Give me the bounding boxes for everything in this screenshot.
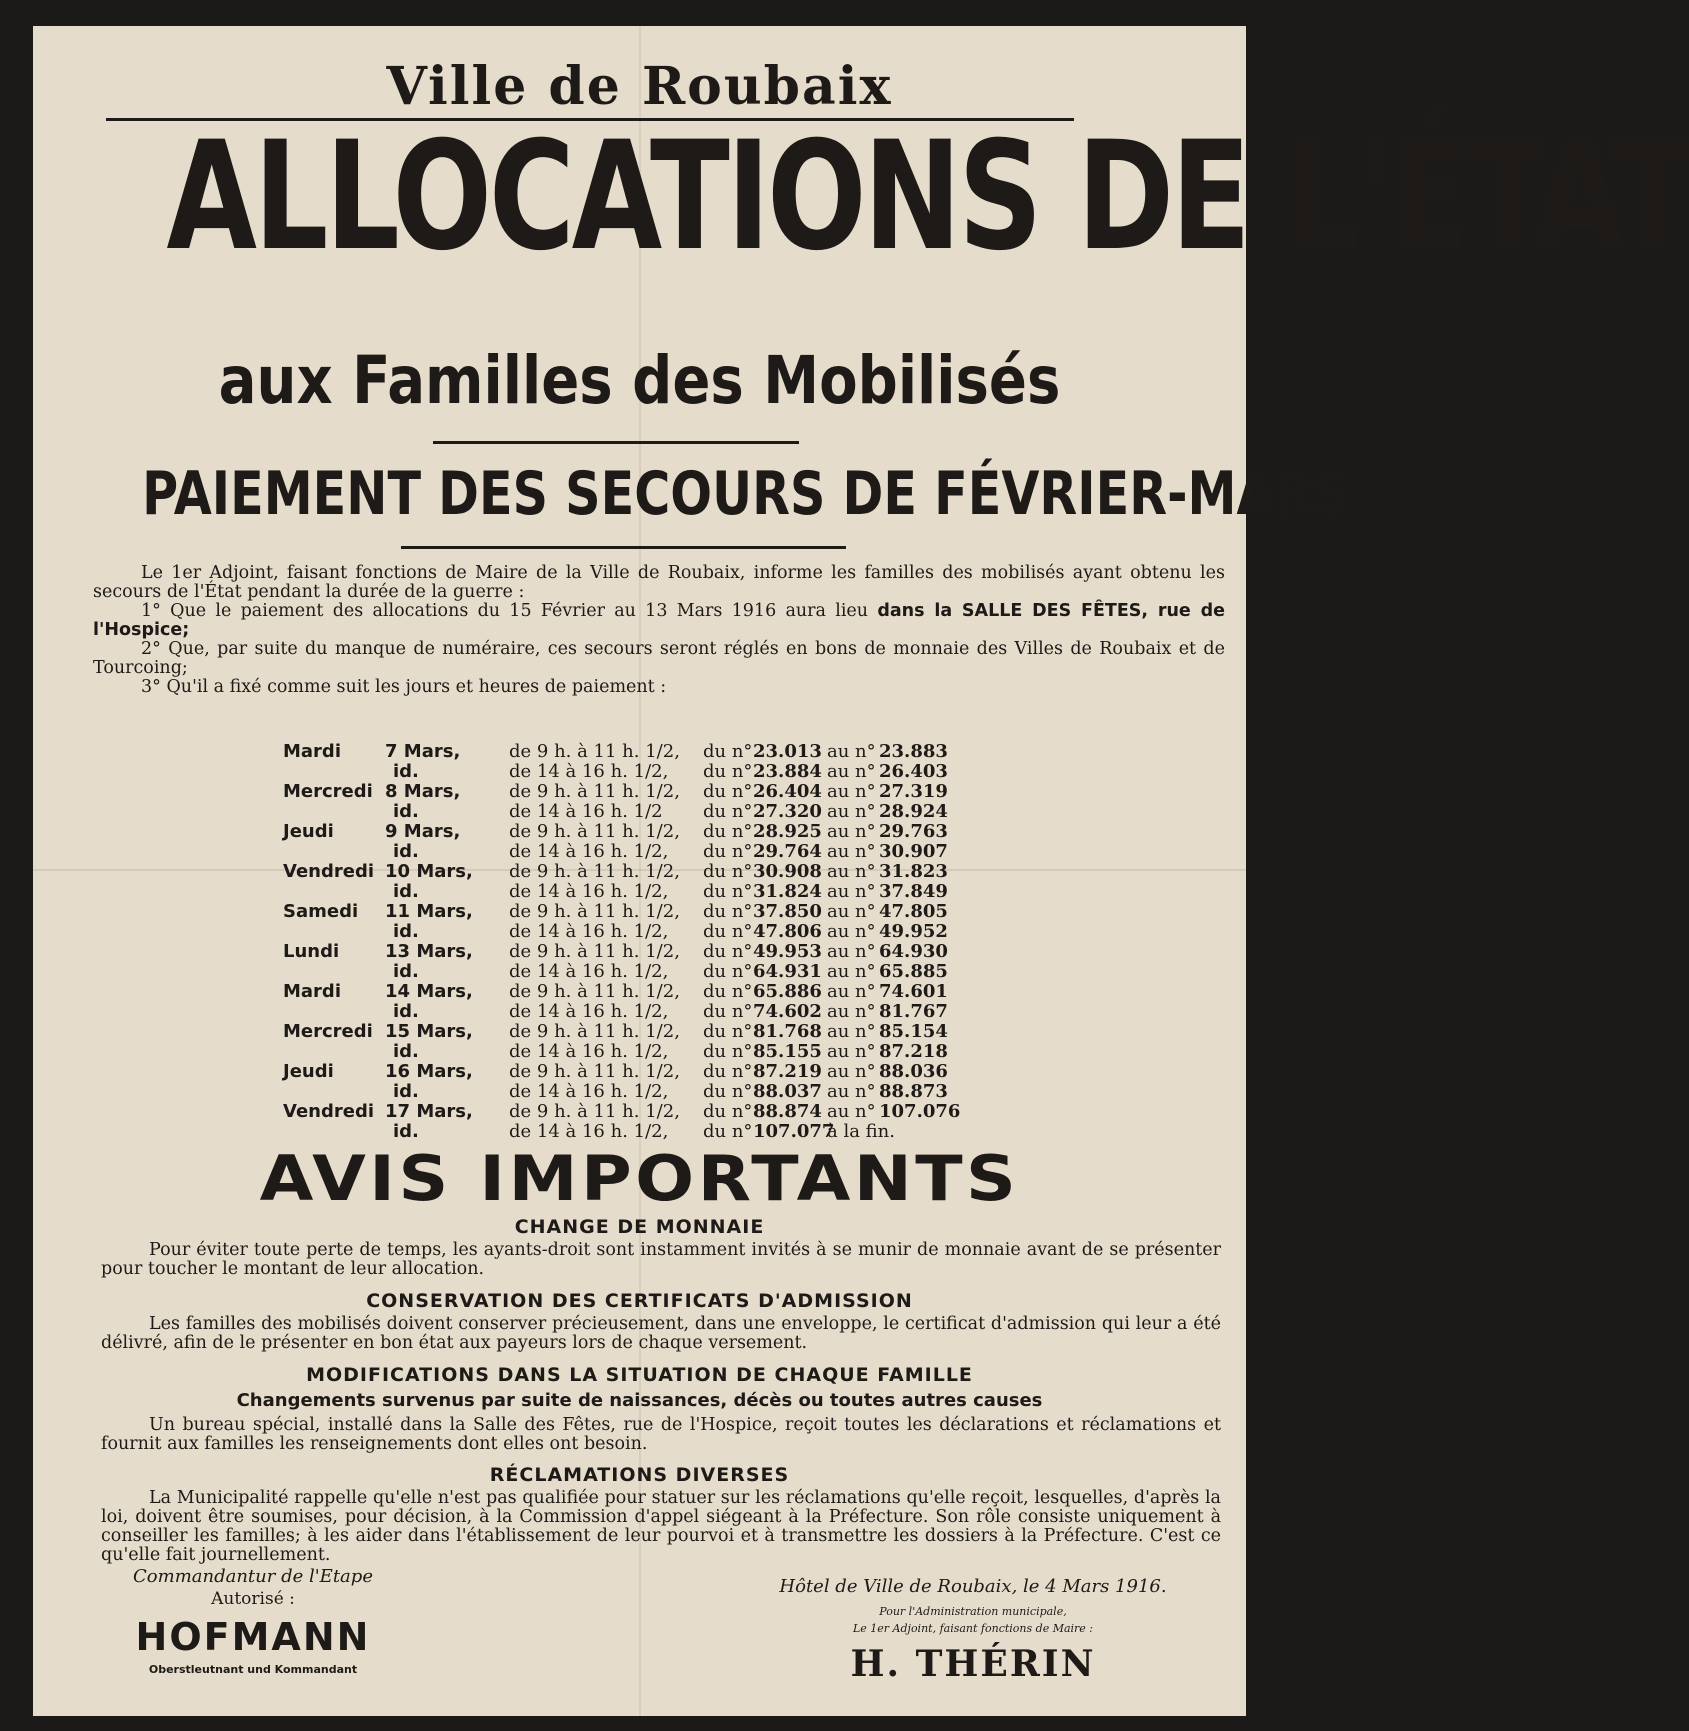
schedule-hours: de 9 h. à 11 h. 1/2,: [509, 1021, 680, 1042]
authorized-label: Autorisé :: [211, 1589, 295, 1609]
rule-divider: [433, 441, 799, 444]
schedule-to-label: au n°: [827, 1041, 876, 1062]
schedule-hours: de 9 h. à 11 h. 1/2,: [509, 861, 680, 882]
commander-name: HOFMANN: [135, 1615, 371, 1659]
payment-heading: PAIEMENT DES SECOURS DE FÉVRIER-MARS: [142, 459, 1348, 529]
schedule-date: 10 Mars,: [385, 861, 473, 882]
schedule-hours: de 14 à 16 h. 1/2,: [509, 961, 669, 982]
schedule-to-number: 87.218: [879, 1041, 948, 1062]
schedule-from-number: 88.874: [753, 1101, 822, 1122]
schedule-from-number: 49.953: [753, 941, 822, 962]
schedule-to-label: au n°: [827, 741, 876, 762]
schedule-from-number: 23.013: [753, 741, 822, 762]
schedule-day: Lundi: [283, 941, 340, 962]
schedule-from-label: du n°: [703, 881, 753, 902]
schedule-day: Vendredi: [283, 861, 374, 882]
schedule-day: Mardi: [283, 741, 341, 762]
schedule-hours: de 9 h. à 11 h. 1/2,: [509, 1101, 680, 1122]
schedule-date: 8 Mars,: [385, 781, 461, 802]
schedule-hours: de 14 à 16 h. 1/2,: [509, 1001, 669, 1022]
section-subtitle-modifications: Changements survenus par suite de naissances, décès ou toutes autres causes: [236, 1390, 1043, 1411]
schedule-to-number: 81.767: [879, 1001, 948, 1022]
schedule-to-label: au n°: [827, 941, 876, 962]
schedule-from-number: 27.320: [753, 801, 822, 822]
city-heading: Ville de Roubaix: [386, 56, 893, 117]
schedule-to-label: au n°: [827, 801, 876, 822]
schedule-to-number: 30.907: [879, 841, 948, 862]
section-text-claims: La Municipalité rappelle qu'elle n'est pas qualifiée pour statuer sur les réclamations qu'elle reçoit, lesquelles, d'après la loi, doivent être soumises, pour décision, à la Commission d'appel siégeant à la Préfecture. Son rôle consiste uniquement à conseiller les familles; à les aider dans l'établissement de leur pourvoi et à transmettre les dossiers à la Préfecture. C'est ce qu'elle fait journellement.: [101, 1488, 1221, 1565]
schedule-date: 11 Mars,: [385, 901, 473, 922]
schedule-hours: de 9 h. à 11 h. 1/2,: [509, 901, 680, 922]
schedule-to-number: 64.930: [879, 941, 948, 962]
schedule-date: id.: [393, 1041, 419, 1062]
schedule-row: [283, 802, 1063, 822]
schedule-day: Mercredi: [283, 781, 373, 802]
schedule-hours: de 14 à 16 h. 1/2,: [509, 841, 669, 862]
schedule-from-number: 81.768: [753, 1021, 822, 1042]
schedule-to-label: au n°: [827, 1061, 876, 1082]
schedule-from-number: 107.077: [753, 1121, 835, 1142]
schedule-row: [283, 1002, 1063, 1022]
section-title-claims: RÉCLAMATIONS DIVERSES: [489, 1464, 790, 1486]
schedule-to-label: au n°: [827, 781, 876, 802]
schedule-to-number: 65.885: [879, 961, 948, 982]
schedule-to-label: au n°: [827, 1081, 876, 1102]
payment-schedule: [283, 742, 1063, 1142]
schedule-from-label: du n°: [703, 941, 753, 962]
schedule-from-label: du n°: [703, 821, 753, 842]
schedule-row: [283, 822, 1063, 842]
intro-point-1: 1° Que le paiement des allocations du 15 Février au 13 Mars 1916 aura lieu: [141, 601, 869, 621]
schedule-hours: de 14 à 16 h. 1/2,: [509, 921, 669, 942]
section-title-modifications: MODIFICATIONS DANS LA SITUATION DE CHAQUE FAMILLE: [306, 1364, 973, 1386]
schedule-from-number: 31.824: [753, 881, 822, 902]
schedule-row: [283, 862, 1063, 882]
schedule-to-label: au n°: [827, 1001, 876, 1022]
schedule-from-label: du n°: [703, 861, 753, 882]
poster-sheet: [33, 26, 1689, 1716]
schedule-row: [283, 782, 1063, 802]
schedule-row: [283, 982, 1063, 1002]
schedule-row: [283, 962, 1063, 982]
administration-label: Pour l'Administration municipale,: [879, 1605, 1067, 1618]
deputy-role: Le 1er Adjoint, faisant fonctions de Maire :: [852, 1622, 1094, 1635]
schedule-hours: de 14 à 16 h. 1/2: [509, 801, 663, 822]
schedule-date: 15 Mars,: [385, 1021, 473, 1042]
schedule-hours: de 14 à 16 h. 1/2,: [509, 1041, 669, 1062]
schedule-from-number: 64.931: [753, 961, 822, 982]
schedule-to-number: 88.036: [879, 1061, 948, 1082]
deputy-name: H. THÉRIN: [850, 1643, 1096, 1685]
schedule-row: [283, 742, 1063, 762]
schedule-hours: de 14 à 16 h. 1/2,: [509, 1121, 669, 1142]
schedule-from-number: 74.602: [753, 1001, 822, 1022]
schedule-row: [283, 882, 1063, 902]
schedule-day: Vendredi: [283, 1101, 374, 1122]
schedule-row: [283, 1022, 1063, 1042]
schedule-from-label: du n°: [703, 1121, 753, 1142]
schedule-to-label: au n°: [827, 761, 876, 782]
right-signature-block: [753, 1576, 1193, 1685]
schedule-day: Samedi: [283, 901, 359, 922]
schedule-to-label: au n°: [827, 921, 876, 942]
intro-paragraph: Le 1er Adjoint, faisant fonctions de Maire de la Ville de Roubaix, informe les familles des mobilisés ayant obtenu les secours de l'État pendant la durée de la guerre :: [93, 563, 1225, 602]
schedule-from-label: du n°: [703, 981, 753, 1002]
schedule-hours: de 9 h. à 11 h. 1/2,: [509, 741, 680, 762]
schedule-from-number: 85.155: [753, 1041, 822, 1062]
schedule-to-number: 28.924: [879, 801, 948, 822]
schedule-to-number: 31.823: [879, 861, 948, 882]
schedule-to-label: au n°: [827, 881, 876, 902]
schedule-hours: de 14 à 16 h. 1/2,: [509, 881, 669, 902]
schedule-day: Mardi: [283, 981, 341, 1002]
schedule-date: id.: [393, 841, 419, 862]
schedule-date: id.: [393, 1001, 419, 1022]
schedule-to-label: au n°: [827, 901, 876, 922]
schedule-to-number: 37.849: [879, 881, 948, 902]
schedule-hours: de 14 à 16 h. 1/2,: [509, 1081, 669, 1102]
schedule-from-label: du n°: [703, 921, 753, 942]
commander-rank: Oberstleutnant und Kommandant: [148, 1663, 358, 1676]
schedule-row: [283, 842, 1063, 862]
schedule-hours: de 14 à 16 h. 1/2,: [509, 761, 669, 782]
schedule-from-label: du n°: [703, 801, 753, 822]
schedule-from-label: du n°: [703, 841, 753, 862]
schedule-date: 13 Mars,: [385, 941, 473, 962]
schedule-day: Mercredi: [283, 1021, 373, 1042]
schedule-from-label: du n°: [703, 1041, 753, 1062]
section-text-modifications: Un bureau spécial, installé dans la Salle des Fêtes, rue de l'Hospice, reçoit toutes les déclarations et réclamations et fournit aux familles les renseignements dont elles ont besoin.: [101, 1415, 1221, 1454]
schedule-from-number: 23.884: [753, 761, 822, 782]
schedule-day: Jeudi: [283, 1061, 334, 1082]
schedule-from-label: du n°: [703, 1061, 753, 1082]
schedule-date: 16 Mars,: [385, 1061, 473, 1082]
schedule-date: id.: [393, 761, 419, 782]
schedule-from-number: 65.886: [753, 981, 822, 1002]
section-title-certificates: CONSERVATION DES CERTIFICATS D'ADMISSION: [366, 1290, 913, 1312]
schedule-date: id.: [393, 921, 419, 942]
schedule-to-number: 88.873: [879, 1081, 948, 1102]
schedule-from-label: du n°: [703, 741, 753, 762]
schedule-from-label: du n°: [703, 761, 753, 782]
schedule-hours: de 9 h. à 11 h. 1/2,: [509, 1061, 680, 1082]
schedule-row: [283, 1122, 1063, 1142]
schedule-from-number: 47.806: [753, 921, 822, 942]
schedule-to-number: 23.883: [879, 741, 948, 762]
schedule-to-label: au n°: [827, 841, 876, 862]
schedule-day: Jeudi: [283, 821, 334, 842]
schedule-to-number: 49.952: [879, 921, 948, 942]
schedule-from-number: 87.219: [753, 1061, 822, 1082]
schedule-row: [283, 1082, 1063, 1102]
schedule-from-number: 30.908: [753, 861, 822, 882]
schedule-row: [283, 922, 1063, 942]
schedule-from-label: du n°: [703, 1021, 753, 1042]
intro-location: dans la SALLE DES FÊTES, rue de l'Hospice;: [93, 601, 1225, 640]
schedule-date: id.: [393, 1081, 419, 1102]
schedule-to-number: 107.076: [879, 1101, 961, 1122]
schedule-from-label: du n°: [703, 901, 753, 922]
schedule-from-number: 28.925: [753, 821, 822, 842]
schedule-date: id.: [393, 1121, 419, 1142]
section-text-certificates: Les familles des mobilisés doivent conserver précieusement, dans une enveloppe, le certificat d'admission qui leur a été délivré, afin de le présenter en bon état aux payeurs lors de chaque versement.: [101, 1314, 1221, 1353]
schedule-date: 14 Mars,: [385, 981, 473, 1002]
schedule-from-label: du n°: [703, 1081, 753, 1102]
intro-paragraph: [93, 602, 1225, 640]
schedule-date: 7 Mars,: [385, 741, 461, 762]
schedule-row: [283, 1062, 1063, 1082]
schedule-to-label: au n°: [827, 1021, 876, 1042]
schedule-from-number: 29.764: [753, 841, 822, 862]
schedule-from-number: 26.404: [753, 781, 822, 802]
schedule-hours: de 9 h. à 11 h. 1/2,: [509, 981, 680, 1002]
notice-title: AVIS IMPORTANTS: [259, 1142, 1020, 1215]
schedule-to-label: au n°: [827, 1101, 876, 1122]
schedule-date: 9 Mars,: [385, 821, 461, 842]
intro-paragraph: 3° Qu'il a fixé comme suit les jours et heures de paiement :: [141, 677, 667, 697]
schedule-from-number: 37.850: [753, 901, 822, 922]
schedule-row: [283, 762, 1063, 782]
schedule-from-label: du n°: [703, 1001, 753, 1022]
schedule-date: 17 Mars,: [385, 1101, 473, 1122]
schedule-to-number: 74.601: [879, 981, 948, 1002]
schedule-to-number: 26.403: [879, 761, 948, 782]
place-date: Hôtel de Ville de Roubaix, le 4 Mars 1916.: [779, 1576, 1167, 1597]
intro-text: [93, 564, 1225, 697]
schedule-date: id.: [393, 961, 419, 982]
command-unit: Commandantur de l'Etape: [133, 1566, 373, 1587]
schedule-row: [283, 1042, 1063, 1062]
schedule-to-label: au n°: [827, 861, 876, 882]
section-title-change: CHANGE DE MONNAIE: [514, 1216, 765, 1238]
schedule-hours: de 9 h. à 11 h. 1/2,: [509, 781, 680, 802]
schedule-to-number: 85.154: [879, 1021, 948, 1042]
main-title: ALLOCATIONS DE L'ÉTAT: [166, 110, 1689, 284]
subtitle: aux Familles des Mobilisés: [218, 342, 1061, 419]
section-text-change: Pour éviter toute perte de temps, les ayants-droit sont instamment invités à se munir de monnaie avant de se présenter pour toucher le montant de leur allocation.: [101, 1240, 1221, 1279]
schedule-to-number: 47.805: [879, 901, 948, 922]
schedule-to-number: 27.319: [879, 781, 948, 802]
schedule-row: [283, 902, 1063, 922]
schedule-date: id.: [393, 881, 419, 902]
schedule-from-label: du n°: [703, 961, 753, 982]
intro-paragraph: 2° Que, par suite du manque de numéraire, ces secours seront réglés en bons de monnaie des Villes de Roubaix et de Tourcoing;: [93, 639, 1225, 678]
schedule-to-label: au n°: [827, 821, 876, 842]
schedule-row: [283, 1102, 1063, 1122]
rule-divider: [401, 546, 846, 549]
schedule-from-label: du n°: [703, 1101, 753, 1122]
schedule-date: id.: [393, 801, 419, 822]
schedule-to-label: au n°: [827, 961, 876, 982]
schedule-hours: de 9 h. à 11 h. 1/2,: [509, 821, 680, 842]
schedule-from-label: du n°: [703, 781, 753, 802]
schedule-to-label: à la fin.: [827, 1121, 895, 1142]
schedule-to-label: au n°: [827, 981, 876, 1002]
schedule-to-number: 29.763: [879, 821, 948, 842]
schedule-row: [283, 942, 1063, 962]
left-signature-block: [93, 1566, 413, 1676]
schedule-hours: de 9 h. à 11 h. 1/2,: [509, 941, 680, 962]
schedule-from-number: 88.037: [753, 1081, 822, 1102]
